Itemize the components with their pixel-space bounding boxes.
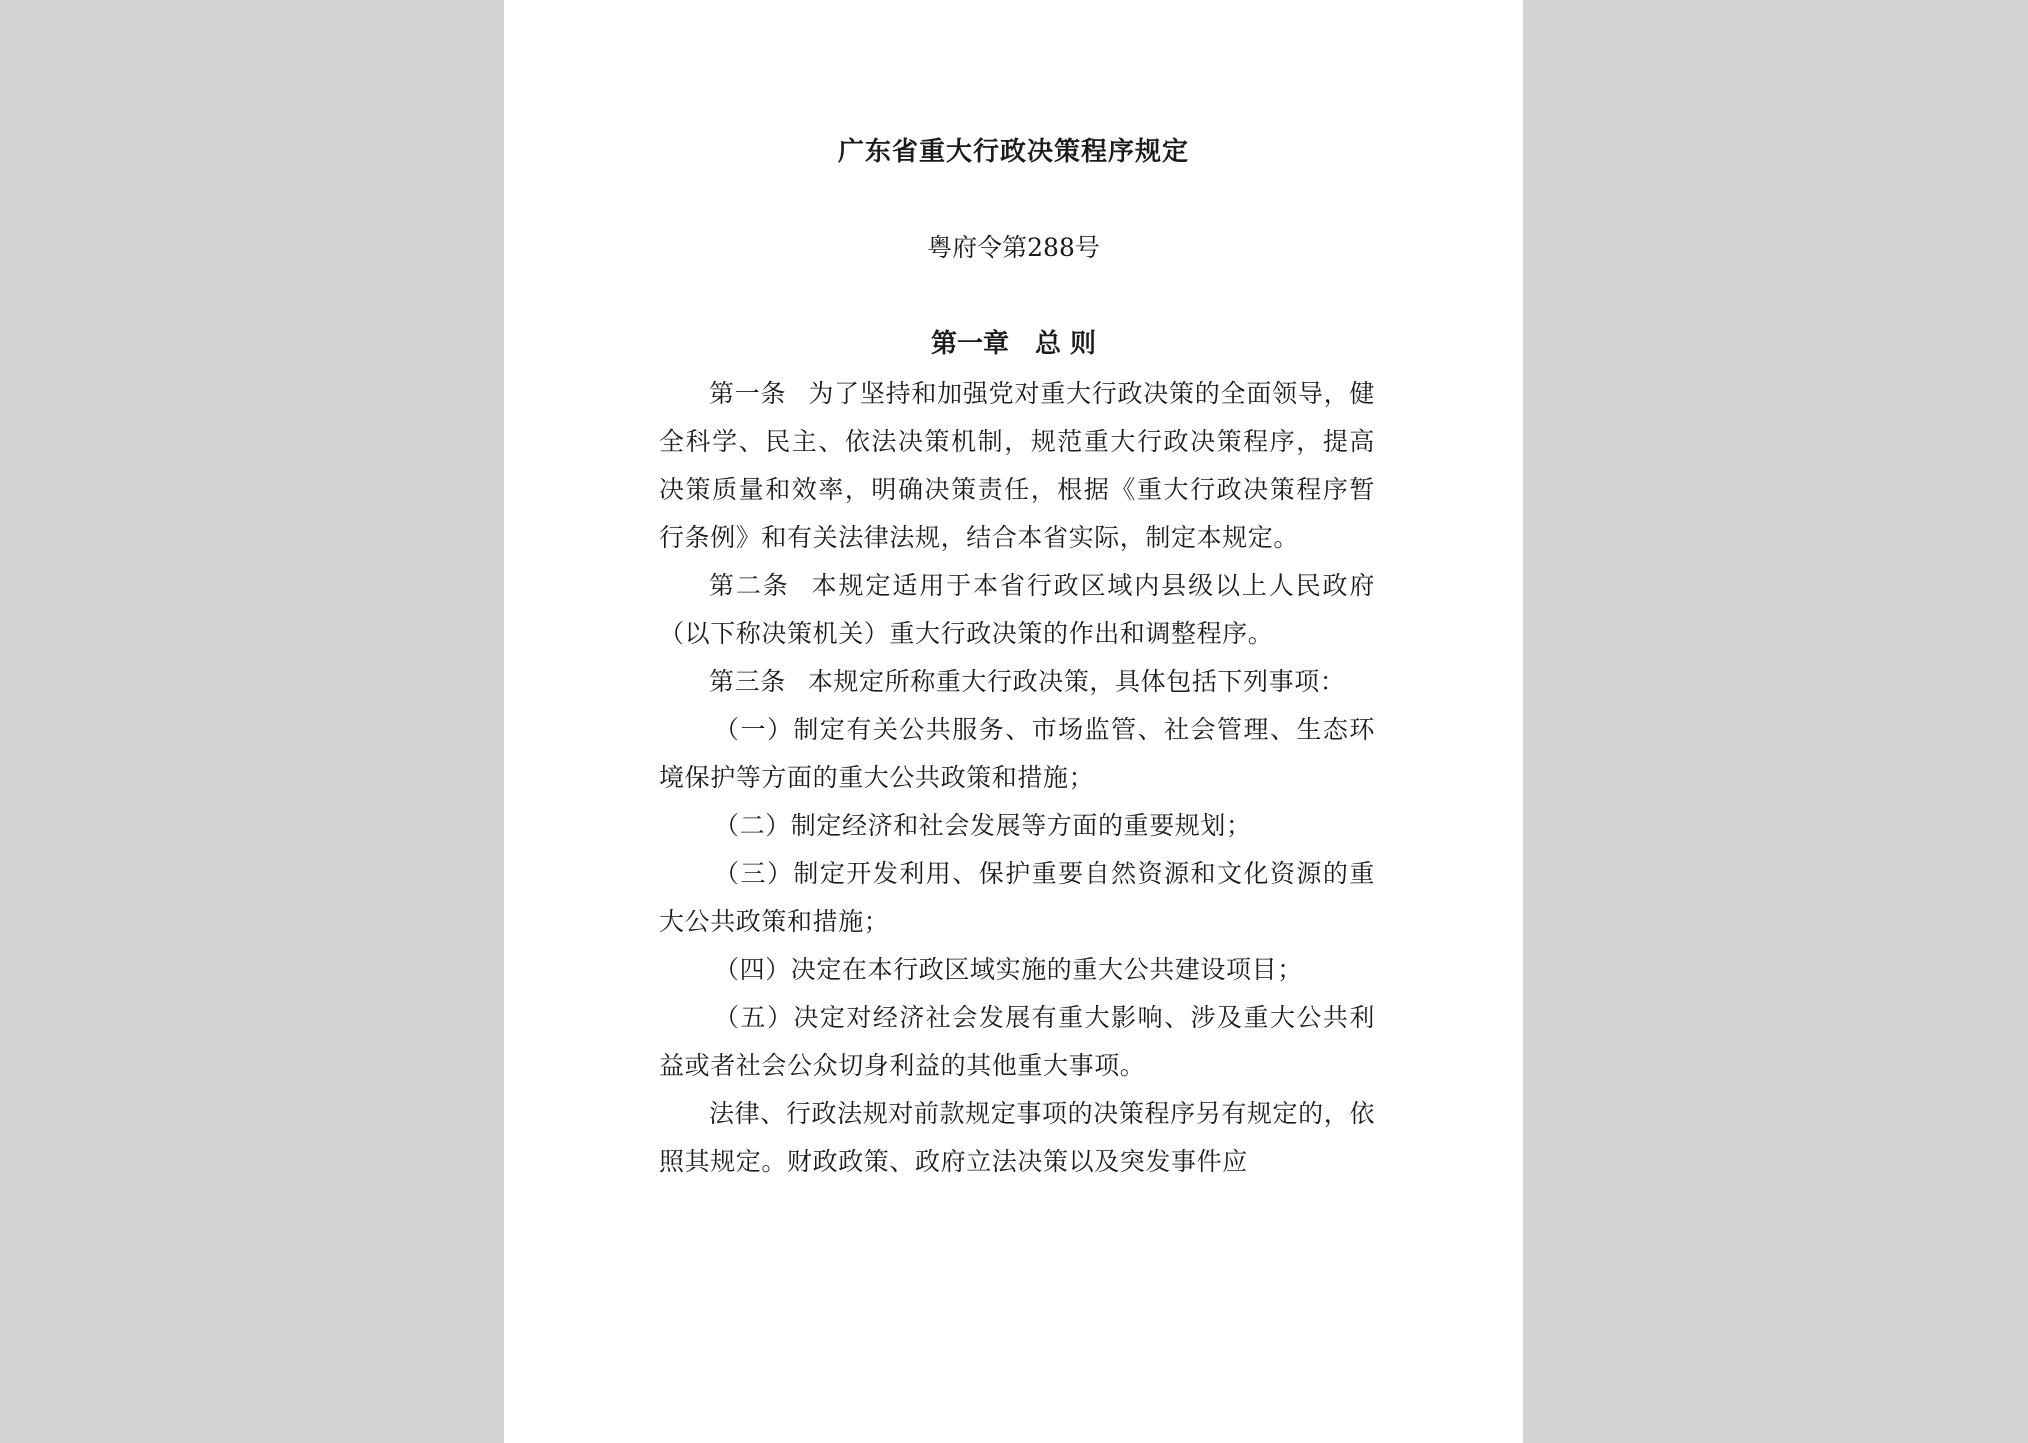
decree-number: 粤府令第288号 — [927, 233, 1100, 262]
article-text: 本规定所称重大行政决策，具体包括下列事项： — [807, 667, 1346, 696]
list-item-text: （五）决定对经济社会发展有重大影响、涉及重大公共利益或者社会公众切身利益的其他重大事项。 — [659, 1003, 1375, 1080]
list-item — [659, 802, 1375, 850]
document-body — [659, 370, 1375, 1186]
list-item-text: （一）制定有关公共服务、市场监管、社会管理、生态环境保护等方面的重大公共政策和措施； — [659, 715, 1375, 792]
paragraph-text: 法律、行政法规对前款规定事项的决策程序另有规定的，依照其规定。财政政策、政府立法决策以及突发事件应 — [659, 1099, 1375, 1176]
document-title: 广东省重大行政决策程序规定 — [837, 137, 1189, 167]
paragraph — [659, 1090, 1375, 1186]
list-item — [659, 994, 1375, 1090]
list-item — [659, 850, 1375, 946]
list-item-text: （二）制定经济和社会发展等方面的重要规划； — [714, 811, 1252, 840]
article-label: 第二条 — [709, 571, 790, 600]
list-item-text: （四）决定在本行政区域实施的重大公共建设项目； — [714, 955, 1303, 984]
article-text: 本规定适用于本省行政区域内县级以上人民政府（以下称决策机关）重大行政决策的作出和调整程序。 — [659, 571, 1375, 648]
article-label: 第一条 — [709, 379, 787, 408]
list-item-text: （三）制定开发利用、保护重要自然资源和文化资源的重大公共政策和措施； — [659, 859, 1375, 936]
article-label: 第三条 — [709, 667, 786, 696]
document-page — [504, 0, 1523, 1443]
article-3 — [659, 658, 1375, 706]
chapter-heading: 第一章 总 则 — [930, 329, 1097, 359]
article-2 — [659, 562, 1375, 658]
article-1 — [659, 370, 1375, 562]
article-text: 为了坚持和加强党对重大行政决策的全面领导，健全科学、民主、依法决策机制，规范重大行政决策程序，提高决策质量和效率，明确决策责任，根据《重大行政决策程序暂行条例》和有关法律法规，结合本省实际，制定本规定。 — [659, 379, 1376, 552]
list-item — [659, 706, 1375, 802]
list-item — [659, 946, 1375, 994]
